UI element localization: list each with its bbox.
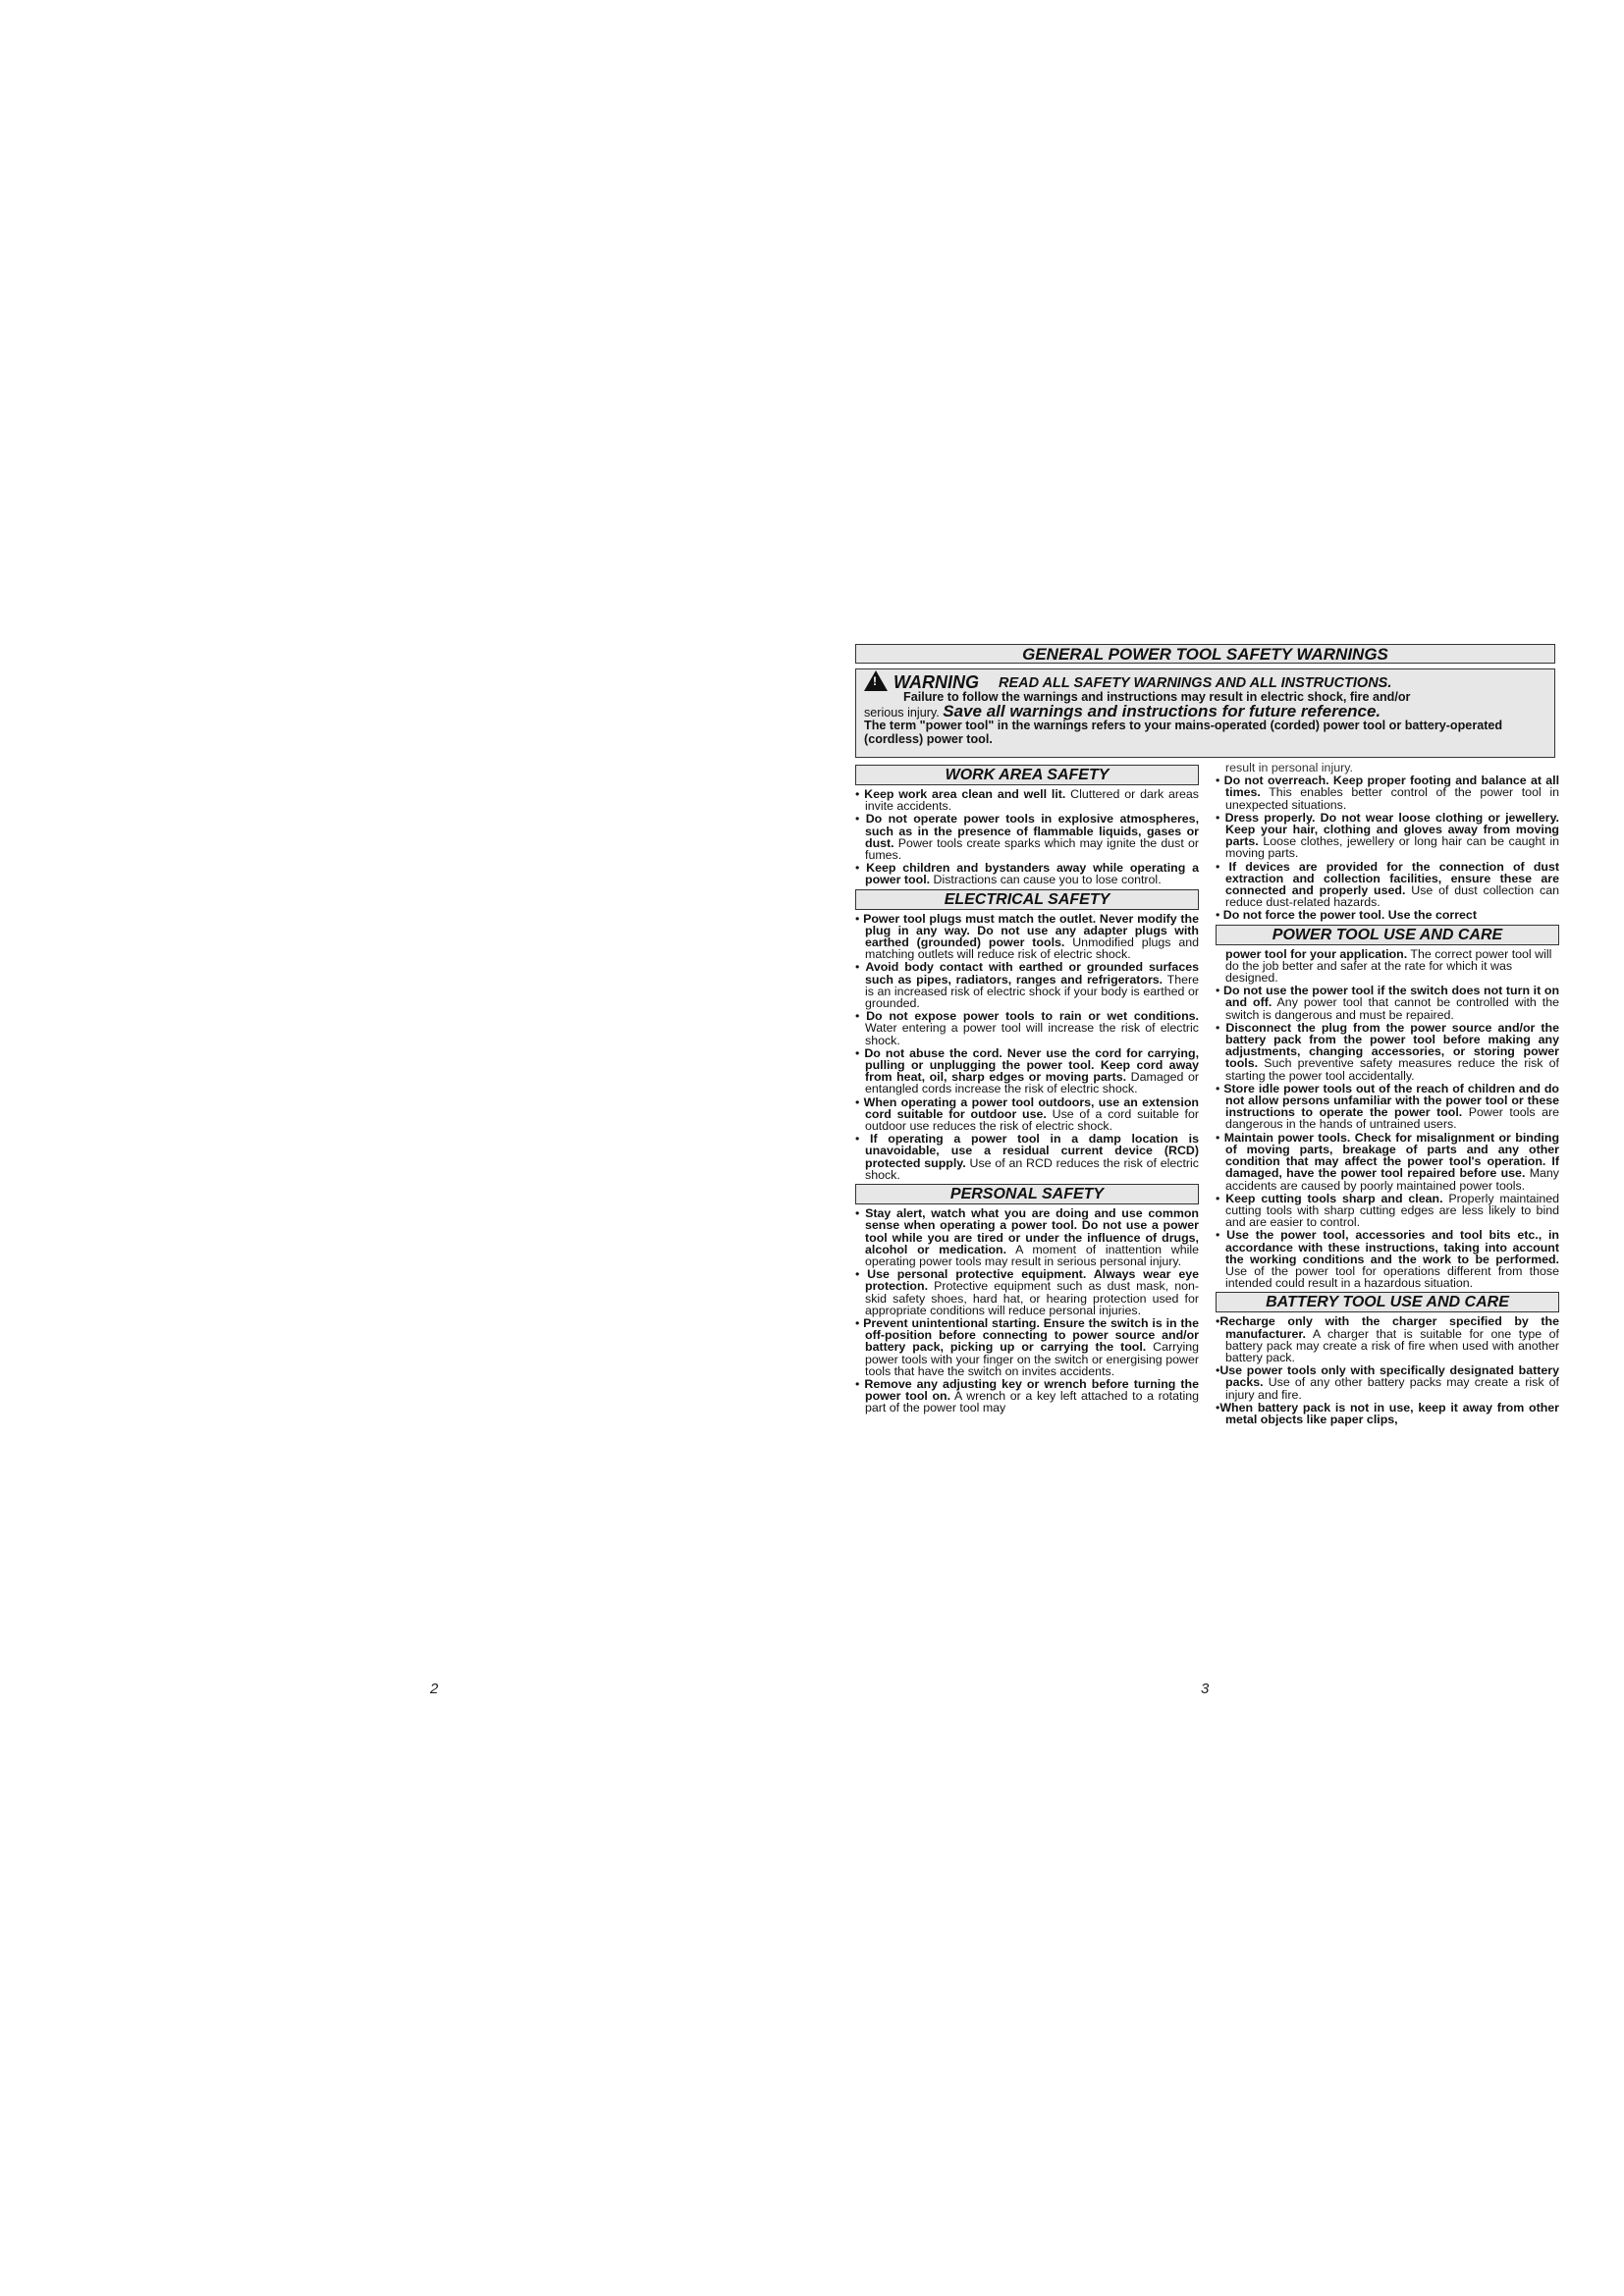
item-text: Water entering a power tool will increase the risk of electric shock. [865,1021,1199,1047]
list-item: • Use the power tool, accessories and tool bits etc., in accordance with these instructions, taking into account the working conditions and the work to be performed. Use of the power tool for operations different from those intended could result in a hazardous situation. [1216,1228,1559,1291]
main-title: GENERAL POWER TOOL SAFETY WARNINGS [855,644,1555,664]
section-work-area-title: WORK AREA SAFETY [855,765,1199,785]
list-item: •Recharge only with the charger speciﬁed by the manufacturer. A charger that is suitable for one type of battery pack may create a risk of ﬁre when used with another battery pack. [1216,1314,1559,1364]
section-electrical-title: ELECTRICAL SAFETY [855,889,1199,910]
item-bold: Do not overreach. Keep proper footing and balance at all times. [1223,774,1560,800]
page-number-right: 3 [1201,1681,1210,1697]
list-item: • Do not operate power tools in explosive atmospheres, such as in the presence of ﬂammable liquids, gases or dust. Power tools create sparks which may ignite the dust or fumes. [855,812,1200,863]
section-personal-title: PERSONAL SAFETY [855,1184,1199,1204]
section-battery-title: BATTERY TOOL USE AND CARE [1216,1292,1559,1312]
list-item: • Do not expose power tools to rain or wet conditions. Water entering a power tool will increase the risk of electric shock. [855,1009,1199,1047]
item-bold: Keep work area clean and well lit. [864,787,1066,801]
list-item: • Disconnect the plug from the power source and/or the battery pack from the power tool before making any adjustments, changing accessories, or storing power tools. Such preventive safety measures reduce the risk of starting the power tool accidentally. [1216,1020,1559,1083]
warning-header [864,672,1548,691]
list-item: • Keep cutting tools sharp and clean. Properly maintained cutting tools with sharp cutting edges are less likely to bind and are easier to control. [1216,1191,1560,1230]
item-bold: power tool for your application. [1225,946,1408,961]
item-bold: Stay alert, watch what you are doing and use common sense when operating a power tool. Do not use a power tool while you are tired or under the inﬂuence of drugs, alcohol or medication. [865,1206,1199,1256]
left-column [855,762,1199,1684]
warning-symbol: ! [873,674,877,688]
item-bold: Do not use the power tool if the switch does not turn it on and off. [1223,984,1560,1010]
item-bold: Avoid body contact with earthed or grounded surfaces such as pipes, radiators, ranges and refrigerators. [865,960,1199,987]
item-text: Use of an RCD reduces the risk of electric shock. [865,1155,1199,1182]
item-text: Distractions can cause you to lose control. [930,873,1162,887]
item-text: Power tools create sparks which may ignite the dust or fumes. [865,835,1199,863]
item-text: Many accidents are caused by poorly maintained power tools. [1225,1166,1559,1193]
item-bold: Use power tools only with speciﬁcally designated battery packs. [1219,1363,1559,1390]
list-item: • Dress properly. Do not wear loose clothing or jewellery. Keep your hair, clothing and gloves away from moving parts. Loose clothes, jewellery or long hair can be caught in moving parts. [1216,810,1559,861]
list-item: •Use power tools only with speciﬁcally designated battery packs. Use of any other battery packs may create a risk of injury and ﬁre. [1216,1363,1559,1402]
item-bold: Do not force the power tool. Use the correct [1222,908,1477,923]
list-item: • Do not use the power tool if the switch does not turn it on and off. Any power tool that cannot be controlled with the switch is dangerous and must be repaired. [1216,984,1560,1022]
continuation-text: result in personal injury. [1225,761,1353,774]
item-text: Use of dust collection can reduce dust-related hazards. [1225,883,1559,910]
list-item: • Do not force the power tool. Use the correct [1216,908,1477,923]
item-text: Use of a cord suitable for outdoor use reduces the risk of electric shock. [865,1106,1200,1134]
warning-line-2 [864,701,1548,721]
list-item: • Avoid body contact with earthed or grounded surfaces such as pipes, radiators, ranges and refrigerators. There is an increased risk of electric shock if your body is earthed or grounded. [855,960,1199,1011]
item-text: Cluttered or dark areas invite accidents. [865,787,1199,814]
item-text: A wrench or a key left attached to a rotating part of the power tool may [865,1389,1199,1415]
item-bold: Do not operate power tools in explosive atmospheres, such as in the presence of ﬂammable liquids, gases or dust. [865,812,1200,850]
item-text: Use of any other battery packs may create a risk of injury and ﬁre. [1225,1375,1559,1402]
item-text: Unmodiﬁed plugs and matching outlets will reduce risk of electric shock. [865,935,1199,962]
list-item: • Keep work area clean and well lit. Cluttered or dark areas invite accidents. [855,787,1199,814]
item-bold: Recharge only with the charger speciﬁed by the manufacturer. [1219,1314,1559,1341]
list-item: •When battery pack is not in use, keep it away from other metal objects like paper clips, [1216,1400,1559,1426]
list-item: • If operating a power tool in a damp location is unavoidable, use a residual current device (RCD) protected supply. Use of an RCD reduces the risk of electric shock. [855,1132,1199,1182]
item-bold: Do not expose power tools to rain or wet conditions. [866,1009,1199,1024]
section-power-tool-title: POWER TOOL USE AND CARE [1216,925,1559,945]
item-text: A charger that is suitable for one type of battery pack may create a risk of ﬁre when used with another battery pack. [1225,1326,1559,1364]
warning-line-3: The term "power tool" in the warnings refers to your mains-operated (corded) power tool or battery-operated (cordless) power tool. [864,719,1503,746]
item-bold: Remove any adjusting key or wrench before turning the power tool on. [864,1376,1199,1404]
item-bold: Keep children and bystanders away while operating a power tool. [865,861,1199,887]
list-item: • Stay alert, watch what you are doing and use common sense when operating a power tool. Do not use a power tool while you are tired or under the inﬂuence of drugs, alcohol or medication. A moment of inattention while operating power tools may result in serious personal injury. [855,1206,1200,1268]
item-bold: Do not abuse the cord. Never use the cord for carrying, pulling or unplugging the power tool. Keep cord away from heat, oil, sharp edges or moving parts. [864,1045,1200,1085]
item-text: Power tools are dangerous in the hands of untrained users. [1225,1105,1560,1132]
item-text: Properly maintained cutting tools with sharp cutting edges are less likely to bind and are easier to control. [1225,1191,1560,1230]
item-bold: Disconnect the plug from the power source and/or the battery pack from the power tool before making any adjustments, changing accessories, or storing power tools. [1225,1020,1559,1071]
item-text: The correct power tool will do the job better and safer at the rate for which it was designed. [1225,946,1552,986]
item-text: This enables better control of the power tool in unexpected situations. [1225,785,1559,812]
item-bold: Dress properly. Do not wear loose clothing or jewellery. Keep your hair, clothing and gloves away from moving parts. [1224,810,1559,849]
list-item: • Do not abuse the cord. Never use the cord for carrying, pulling or unplugging the power tool. Keep cord away from heat, oil, sharp edges or moving parts. Damaged or entangled cords increase the risk of electric shock. [855,1045,1200,1096]
item-bold: Use personal protective equipment. Always wear eye protection. [865,1267,1199,1294]
item-text: Such preventive safety measures reduce the risk of starting the power tool accidentally. [1225,1056,1559,1083]
item-bold: Use the power tool, accessories and tool bits etc., in accordance with these instructions, taking into account the working conditions and the work to be performed. [1225,1228,1559,1266]
list-item: • When operating a power tool outdoors, use an extension cord suitable for outdoor use. Use of a cord suitable for outdoor use reduces the risk of electric shock. [855,1095,1200,1134]
list-item: • Prevent unintentional starting. Ensure the switch is in the off-position before connecting to power source and/or battery pack, picking up or carrying the tool. Carrying power tools with your ﬁnger on the switch or energising power tools that have the switch on invites accidents. [855,1315,1199,1378]
item-bold: If devices are provided for the connection of dust extraction and collection facilities, ensure these are connected and properly used. [1225,859,1560,898]
warning-serious-injury: serious injury. [864,705,940,720]
item-bold: Prevent unintentional starting. Ensure the switch is in the off-position before connecting to power source and/or battery pack, picking up or carrying the tool. [863,1315,1199,1355]
warning-box [855,668,1555,758]
item-bold: If operating a power tool in a damp location is unavoidable, use a residual current device (RCD) protected supply. [865,1132,1199,1170]
warning-save-text: Save all warnings and instructions for future reference. [943,701,1381,721]
item-text: A moment of inattention while operating power tools may result in serious personal injury. [865,1242,1200,1268]
item-bold: Power tool plugs must match the outlet. Never modify the plug in any way. Do not use any adapter plugs with earthed (grounded) power tools. [863,911,1199,950]
right-column [1216,762,1559,1684]
list-item: • If devices are provided for the connection of dust extraction and collection facilities, ensure these are connected and properly used. Use of dust collection can reduce dust-related hazards. [1216,859,1560,910]
list-item: • Maintain power tools. Check for misalignment or binding of moving parts, breakage of parts and any other condition that may affect the power tool's operation. If damaged, have the power tool repaired before use. Many accidents are caused by poorly maintained power tools. [1216,1130,1560,1193]
warning-word: WARNING [893,672,979,692]
item-text: There is an increased risk of electric shock if your body is earthed or grounded. [865,972,1199,1011]
item-text: Loose clothes, jewellery or long hair can be caught in moving parts. [1225,834,1559,861]
item-bold: Keep cutting tools sharp and clean. [1225,1191,1443,1205]
item-bold: When operating a power tool outdoors, use an extension cord suitable for outdoor use. [863,1095,1200,1121]
item-text: Use of the power tool for operations different from those intended could result in a hazardous situation. [1225,1263,1559,1291]
item-text: Carrying power tools with your ﬁnger on the switch or energising power tools that have the switch on invites accidents. [865,1340,1199,1378]
item-bold: Store idle power tools out of the reach of children and do not allow persons unfamiliar with the power tool or these instructions to operate the power tool. [1223,1081,1559,1120]
warning-line-1: Failure to follow the warnings and instructions may result in electric shock, ﬁre and/or [903,690,1411,704]
item-bold: Maintain power tools. Check for misalignment or binding of moving parts, breakage of parts and any other condition that may affect the power tool's operation. If damaged, have the power tool repaired before use. [1223,1130,1560,1181]
item-bold: When battery pack is not in use, keep it away from other metal objects like paper clips, [1219,1400,1559,1426]
list-item: • Do not overreach. Keep proper footing and balance at all times. This enables better control of the power tool in unexpected situations. [1216,774,1560,812]
list-item: • Remove any adjusting key or wrench before turning the power tool on. A wrench or a key left attached to a rotating part of the power tool may [855,1376,1199,1415]
warning-triangle-icon [864,670,888,691]
list-item: • Use personal protective equipment. Always wear eye protection. Protective equipment such as dust mask, non-skid safety shoes, hard hat, or hearing protection used for appropriate conditions will reduce personal injuries. [855,1267,1199,1317]
warning-read-all: READ ALL SAFETY WARNINGS AND ALL INSTRUCTIONS. [999,675,1392,691]
item-text: Any power tool that cannot be controlled with the switch is dangerous and must be repaired. [1225,995,1559,1022]
list-item: • Power tool plugs must match the outlet. Never modify the plug in any way. Do not use any adapter plugs with earthed (grounded) power tools. Unmodiﬁed plugs and matching outlets will reduce risk of electric shock. [855,911,1199,962]
list-item: • Keep children and bystanders away while operating a power tool. Distractions can cause you to lose control. [855,861,1199,887]
item-text: Damaged or entangled cords increase the risk of electric shock. [865,1070,1199,1096]
list-item: • Store idle power tools out of the reach of children and do not allow persons unfamiliar with the power tool or these instructions to operate the power tool. Power tools are dangerous in the hands of untrained users. [1216,1081,1560,1132]
power-tool-continuation [1216,948,1559,985]
item-text: Protective equipment such as dust mask, non-skid safety shoes, hard hat, or hearing protection used for appropriate conditions will reduce personal injuries. [865,1279,1199,1317]
page-number-left: 2 [430,1681,439,1697]
